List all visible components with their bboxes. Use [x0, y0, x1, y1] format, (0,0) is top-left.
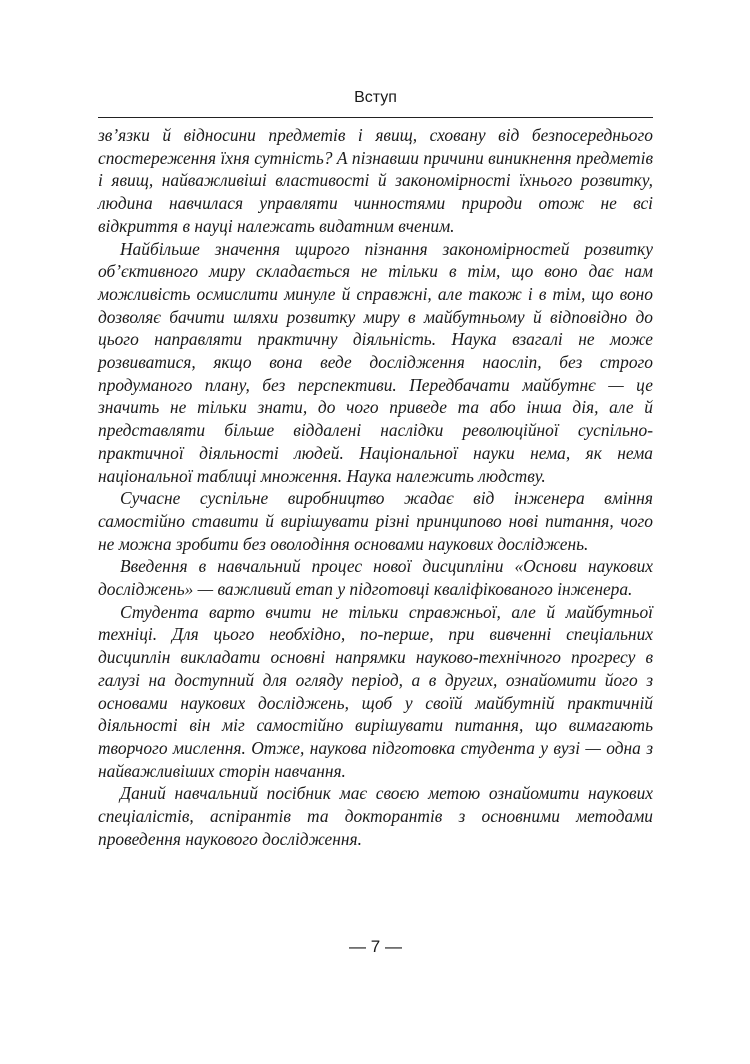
body-text — [98, 124, 653, 851]
header-divider — [98, 117, 653, 118]
running-header-title: Вступ — [354, 89, 397, 106]
page-number: — 7 — — [349, 937, 402, 956]
paragraph: Студента варто вчити не тільки справжньої, але й майбутньої техніці. Для цього необхідно, по-перше, при вивченні спеціальних дисциплін викладати основні напрямки науково-технічного прогресу в галузі на доступний для огляду період, а в других, ознайомити його з основами наукових досліджень, щоб у своїй майбутній практичній діяльності він міг самостійно вирішувати питання, що вимагають творчого мислення. Отже, наукова підготовка студента у вузі — одна з найважливіших сторін навчання. — [98, 601, 653, 781]
paragraph: Введення в навчальний процес нової дисципліни «Основи наукових досліджень» — важливий етап у підготовці кваліфікованого інженера. — [98, 556, 653, 600]
paragraph: Найбільше значення щирого пізнання закономірностей розвитку об’єктивного миру складається не тільки в тім, що воно дає нам можливість осмислити минуле й справжні, але також і в тім, що воно дозволяє бачити шляхи розвитку миру в майбутньому й відповідно до цього направляти практичну діяльність. Наука взагалі не може розвиватися, якщо вона веде дослідження наосліп, без строго продуманого плану, без перспективи. Передбачати майбутнє — це значить не тільки знати, до чого приведе та або інша дія, але й представляти більше віддалені наслідки революційної суспільно-практичної діяльності людей. Національної науки нема, як нема національної таблиці множення. Наука належить людству. — [98, 238, 653, 486]
paragraph: Даний навчальний посібник має своєю метою ознайомити наукових спеціалістів, аспірантів та докторантів з основними методами проведення наукового дослідження. — [98, 783, 653, 849]
paragraph-continuation: зв’язки й відносини предметів і явищ, сховану від безпосереднього спостереження їхня сутність? А пізнавши причини виникнення предметів і явищ, найважливіші властивості й закономірності їхнього розвитку, людина навчилася управляти чинностями природи отож не всі відкриття в науці належать видатним вченим. — [98, 125, 653, 236]
paragraph: Сучасне суспільне виробництво жадає від інженера вміння самостійно ставити й вирішувати різні принципово нові питання, чого не можна зробити без оволодіння основами наукових досліджень. — [98, 488, 653, 554]
